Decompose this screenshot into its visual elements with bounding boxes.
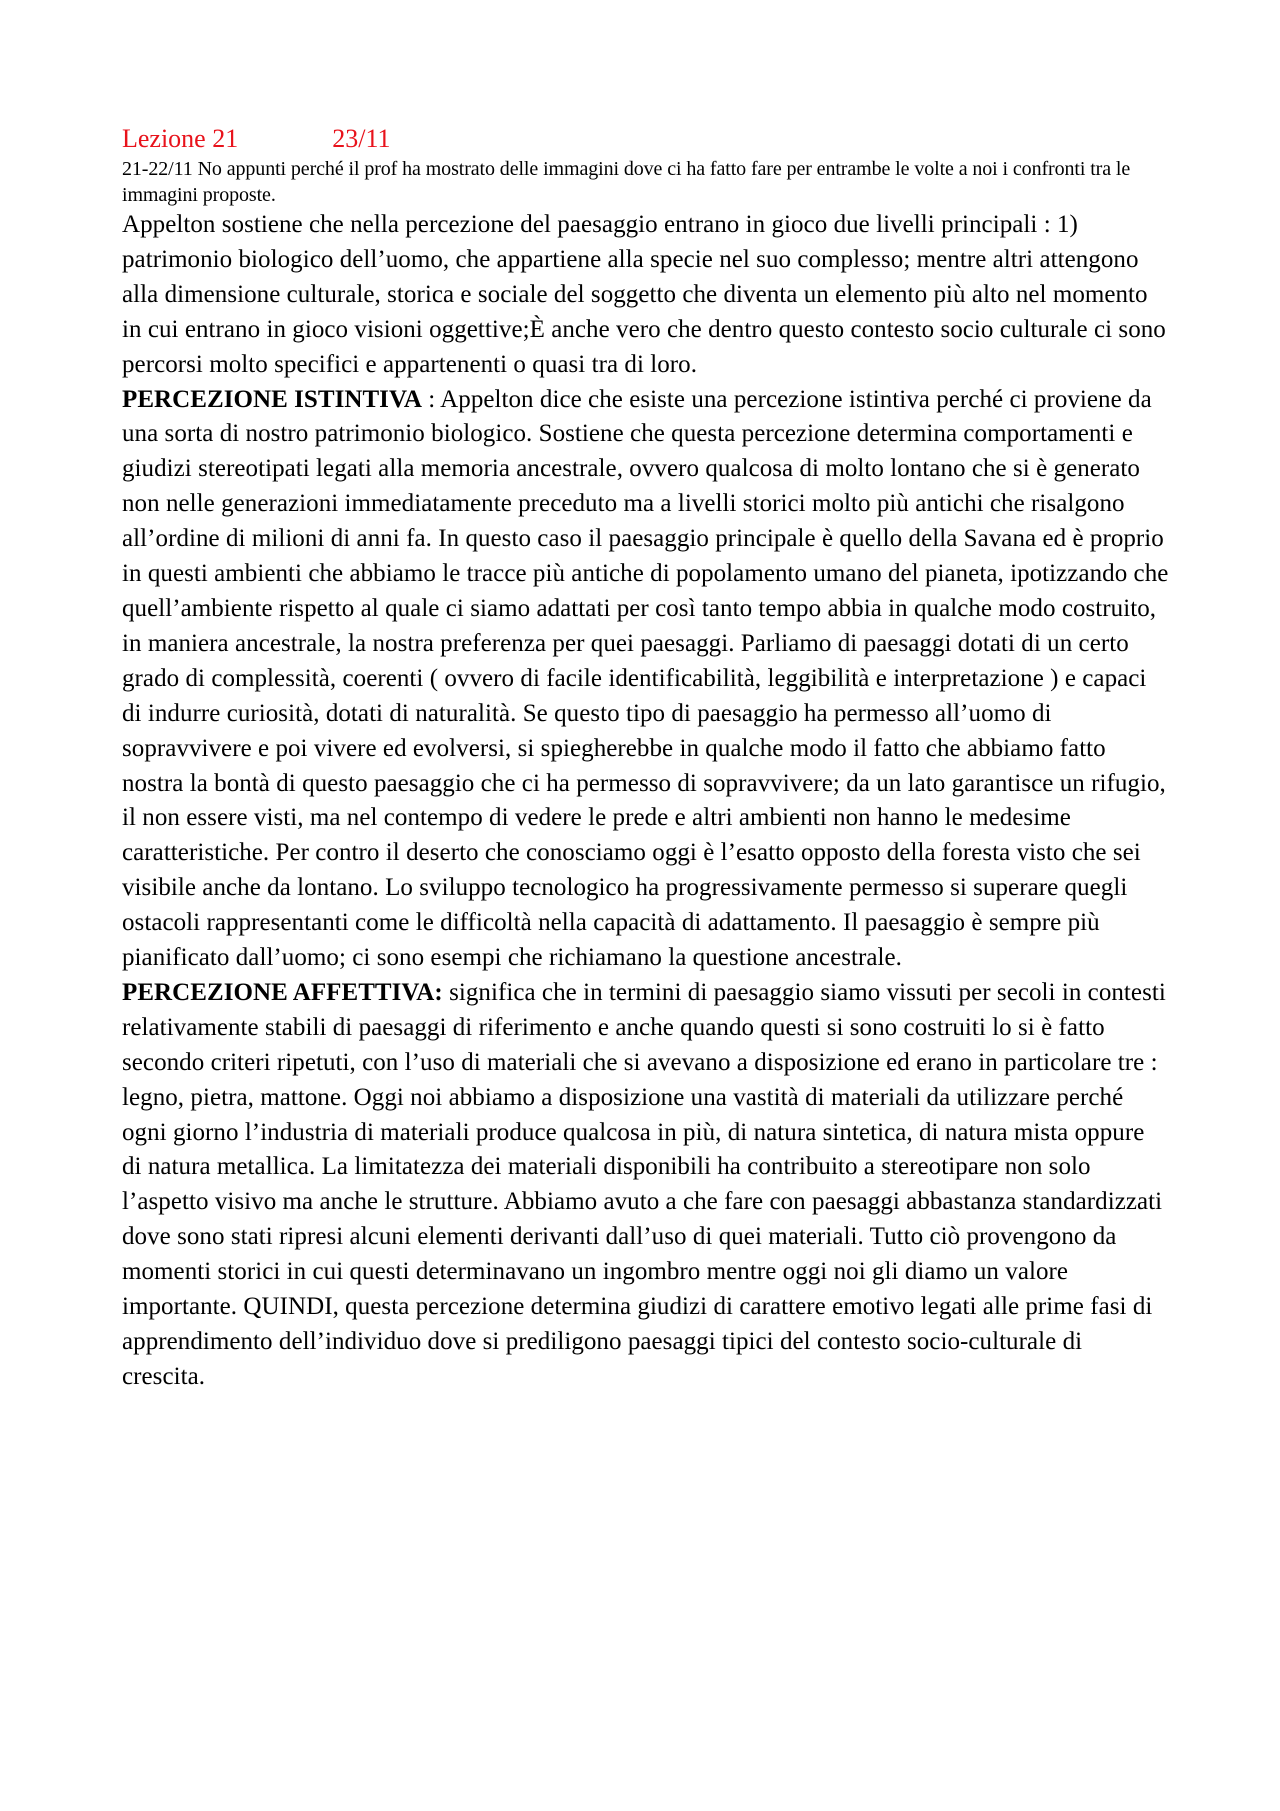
text-istintiva: : Appelton dice che esiste una percezione istintiva perché ci proviene da una sorta di nostro patrimonio biologico. Sostiene che questa percezione determina comportamenti e giudizi stereotipati legati alla memoria ancestrale, ovvero qualcosa di molto lontano che si è generato non nelle generazioni immediatamente preceduto ma a livelli storici molto più antichi che risalgono all’ordine di milioni di anni fa. In questo caso il paesaggio principale è quello della Savana ed è proprio in questi ambienti che abbiamo le tracce più antiche di popolamento umano del pianeta, ipotizzando che quell’ambiente rispetto al quale ci siamo adattati per così tanto tempo abbia in qualche modo costruito, in maniera ancestrale, la nostra preferenza per quei paesaggi. Parliamo di paesaggi dotati di un certo grado di complessità, coerenti ( ovvero di facile identificabilità, leggibilità e interpretazione ) e capaci di indurre curiosità, dotati di naturalità. Se questo tipo di paesaggio ha permesso all’uomo di sopravvivere e poi vivere ed evolversi, si spiegherebbe in qualche modo il fatto che abbiamo fatto nostra la bontà di questo paesaggio che ci ha permesso di sopravvivere; da un lato garantisce un rifugio, il non essere visti, ma nel contempo di vedere le prede e altri ambienti non hanno le medesime caratteristiche. Per contro il deserto che conosciamo oggi è l’esatto opposto della foresta visto che sei visibile anche da lontano. Lo sviluppo tecnologico ha progressivamente permesso si superare quegli ostacoli rappresentanti come le difficoltà nella capacità di adattamento. Il paesaggio è sempre più pianificato dall’uomo; ci sono esempi che richiamano la questione ancestrale. <box>122 385 1169 972</box>
document-page <box>122 124 1170 1395</box>
text-affettiva: significa che in termini di paesaggio siamo vissuti per secoli in contesti relativamente stabili di paesaggi di riferimento e anche quando questi si sono costruiti lo si è fatto secondo criteri ripetuti, con l’uso di materiali che si avevano a disposizione ed erano in particolare tre : legno, pietra, mattone. Oggi noi abbiamo a disposizione una vastità di materiali da utilizzare perché ogni giorno l’industria di materiali produce qualcosa in più, di natura sintetica, di natura mista oppure di natura metallica. La limitatezza dei materiali disponibili ha contribuito a stereotipare non solo l’aspetto visivo ma anche le strutture. Abbiamo avuto a che fare con paesaggi abbastanza standardizzati dove sono stati ripresi alcuni elementi derivanti dall’uso di quei materiali. Tutto ciò provengono da momenti storici in cui questi determinavano un ingombro mentre oggi noi gli diamo un valore importante. QUINDI, questa percezione determina giudizi di carattere emotivo legati alle prime fasi di apprendimento dell’individuo dove si prediligono paesaggi tipici del contesto socio-culturale di crescita. <box>122 978 1166 1390</box>
intro-paragraph: Appelton sostiene che nella percezione del paesaggio entrano in gioco due livelli principali : 1) patrimonio biologico dell’uomo, che appartiene alla specie nel suo complesso; mentre altri attengono alla dimensione culturale, storica e sociale del soggetto che diventa un elemento più alto nel momento in cui entrano in gioco visioni oggettive;È anche vero che dentro questo contesto socio culturale ci sono percorsi molto specifici e appartenenti o quasi tra di loro. <box>122 211 1166 378</box>
lesson-title: Lezione 21 <box>122 124 239 153</box>
section-istintiva <box>122 383 1170 976</box>
section-affettiva <box>122 976 1170 1395</box>
lesson-header <box>122 124 1170 154</box>
lesson-note: 21-22/11 No appunti perché il prof ha mostrato delle immagini dove ci ha fatto fare per entrambe le volte a noi i confronti tra le immagini proposte. <box>122 158 1131 206</box>
lesson-date: 23/11 <box>332 124 391 153</box>
heading-affettiva: PERCEZIONE AFFETTIVA: <box>122 978 443 1006</box>
heading-istintiva: PERCEZIONE ISTINTIVA <box>122 385 422 413</box>
